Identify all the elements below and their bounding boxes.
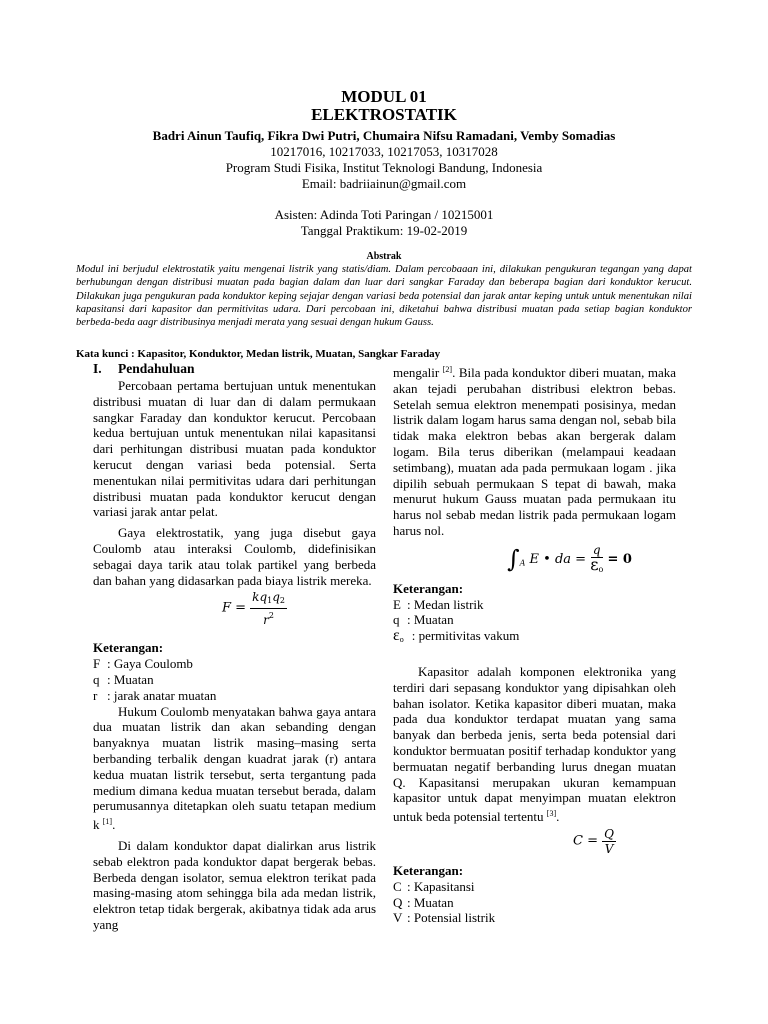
eq-fraction: $\frac{q}{\varepsilon_o}$ (590, 542, 604, 574)
eq-fraction: $\frac{kq_1q_2}{r^2}$ (252, 590, 285, 628)
legend-description: : permitivitas vakum (411, 628, 520, 644)
legend-description: : Potensial listrik (407, 910, 496, 926)
paragraph: Hukum Coulomb menyatakan bahwa gaya antara dua muatan listrik dan akan sebanding dengan banyaknya muatan listrik masing–masing serta berbanding terbalik dengan kuadrat jarak (r) antara kedua muatan listrik tersebut, serta tergantung pada medium dimana kedua muatan tersebut berada, dalam perumusannya ditetapkan oleh suatu tetapan medium k [1]. (93, 703, 376, 833)
legend-item (393, 879, 676, 895)
eq-fraction: $\frac{Q}{V}$ (604, 826, 614, 856)
eq-lhs: F = (221, 600, 247, 616)
legend-heading: Keterangan: (393, 580, 464, 596)
legend-item (393, 910, 676, 926)
student-ids: 10217016, 10217033, 10217053, 10317028 (270, 144, 498, 159)
author-list: Badri Ainun Taufiq, Fikra Dwi Putri, Chumaira Nifsu Ramadani, Vemby Somadias (152, 128, 616, 143)
section-title: Pendahuluan (118, 361, 195, 376)
legend-item (93, 672, 376, 688)
integral-sign: ∫ (507, 544, 520, 573)
section-heading (93, 361, 376, 377)
eq-den: r (263, 613, 269, 628)
paragraph: Kapasitor adalah komponen elektronika yang terdiri dari sepasang konduktor yang dipisahkan oleh bahan isolator. Ketika kapasitor diberi muatan, maka pada dua konduktor terdapat muatan yang sama banyak dan berbeda jenis, serta beda potensial dari konduktor bermuatan positif terhadap konduktor yang bermuatan negatif berbanding lurus dnegan muatan Q. Kapasitansi merupakan ukuran kemampuan kapasitor untuk dapat menyimpan muatan elektron untuk beda potensial tertentu [3]. (393, 663, 676, 825)
legend-symbol: q (393, 612, 400, 628)
legend-heading: Keterangan: (393, 862, 464, 878)
legend-list (93, 656, 376, 703)
paper-header (76, 88, 692, 239)
legend-list (393, 879, 676, 926)
assistant: Asisten: Adinda Toti Paringan / 10215001 (274, 207, 494, 222)
legend-item: $\varepsilon_o$ : permitivitas vakum (393, 627, 520, 645)
legend-symbol: ε (393, 627, 400, 645)
legend-description: : Muatan (407, 612, 454, 628)
practicum-date: Tanggal Praktikum: 19-02-2019 (300, 223, 468, 238)
paragraph: Percobaan pertama bertujuan untuk menentukan distribusi muatan di luar dan di dalam permukaan sangkar Faraday dan konduktor kerucut. Percobaan kedua bertujuan untuk menentukan nilai kapasitansi dari perhitungan distribusi muatan pada konduktor kerucut dengan variasi beda potensial. Serta menentukan nilai permitivitas udara dari perhitungan distribusi muatan pada konduktor kerucut dengan variasi jarak antar pelat. (93, 378, 376, 520)
legend-symbol: C (393, 878, 402, 894)
abstract-heading: Abstrak (366, 251, 402, 262)
legend-description: : Medan listrik (407, 596, 484, 612)
legend-item (393, 597, 676, 613)
legend-symbol: q (93, 671, 100, 687)
legend-symbol: E (393, 596, 401, 612)
paragraph: mengalir [2]. Bila pada konduktor diberi muatan, maka akan tejadi perubahan distribusi elektron bebas. Setelah semua elektron menempati posisinya, medan listrik dalam logam harus sama dengan nol, sebab bila tidak maka elektron bebas akan bergerak dalam logam. Bila terus diberikan (melampaui keadaan setimbang), muatan ada pada permukaan logam . jika dipilih sebuah permukaan S tepat di bawah, maka menurut hukum Gauss muatan pada permukaan itu harus nol sebab medan listrik pada permukaan logam harus nol. (393, 365, 676, 538)
legend-description: : Kapasitansi (407, 878, 475, 894)
gauss-equation: $\int_A$ E • da = $\frac{q}{\varepsilon_o}$ = 0 (393, 543, 676, 581)
eq-num: kq (252, 590, 268, 605)
module-title: MODUL 01 (341, 87, 427, 106)
legend-description: : jarak anatar muatan (107, 687, 217, 703)
legend-item (393, 612, 676, 628)
legend-description: : Muatan (107, 671, 154, 687)
paragraph: Gaya elektrostatik, yang juga disebut gaya Coulomb atau interaksi Coulomb, didefinisikan sebagai daya tarik atau tolak partikel yang berbeda dan bahan yang didasarkan pada biaya listrik mereka. (93, 525, 376, 588)
legend-symbol: F (93, 656, 101, 672)
eq-body: E • da = (529, 551, 587, 567)
citation: [3] (546, 809, 557, 819)
eq-lhs: C = (573, 833, 598, 849)
email: Email: badriiainun@gmail.com (301, 176, 467, 191)
coulomb-equation (93, 590, 376, 626)
paper-title: ELEKTROSTATIK (311, 105, 457, 124)
legend-list (393, 597, 676, 648)
legend-item (93, 688, 376, 704)
legend-symbol: Q (393, 894, 403, 910)
institution: Program Studi Fisika, Institut Teknologi Bandung, Indonesia (225, 160, 543, 175)
citation: [1] (102, 817, 113, 827)
keywords: Kata kunci : Kapasitor, Konduktor, Medan listrik, Muatan, Sangkar Faraday (76, 348, 441, 360)
capacitance-equation (393, 827, 676, 863)
legend-heading: Keterangan: (93, 640, 164, 656)
eq-rhs: = 0 (607, 551, 632, 567)
left-column (93, 361, 376, 933)
section-number: I. (93, 361, 102, 376)
legend-item (393, 895, 676, 911)
legend-item (93, 656, 376, 672)
abstract-text: Modul ini berjudul elektrostatik yaitu mengenai listrik yang statis/diam. Dalam percobaaan ini, dilakukan pengukuran tegangan yang dapat berhubungan dengan distribusi muatan pada bagian dalam dan luar dari sangkar Faraday dan beberapa bagian dari konduktor kerucut. Dilakukan juga pengukuran pada konduktor keping sejajar dengan variasi beda potensial dan jarak antar keping untuk untuk menentukan nilai kapasitansi dari kapasitor dan permitivitas udara. Dari percobaan ini, diketahui bahwa distribusi muatan pada setiap bagian konduktor berbeda-beda aagr distribusinya menjadi merata yang sesuai dengan hukum Gauss. (76, 264, 692, 329)
citation: [2] (442, 365, 453, 374)
right-column (393, 362, 676, 926)
paragraph: Di dalam konduktor dapat dialirkan arus listrik sebab elektron pada konduktor dapat bergerak bebas. Berbeda dengan isolator, semua elektron terikat pada masing-masing atom sehingga bila ada medan listrik, elektron tetap tidak bergerak, akibatnya tidak ada arus yang (93, 837, 376, 932)
legend-description: : Muatan (407, 894, 454, 910)
legend-symbol: V (393, 910, 403, 926)
legend-symbol: r (93, 687, 98, 703)
legend-description: : Gaya Coulomb (107, 656, 193, 672)
